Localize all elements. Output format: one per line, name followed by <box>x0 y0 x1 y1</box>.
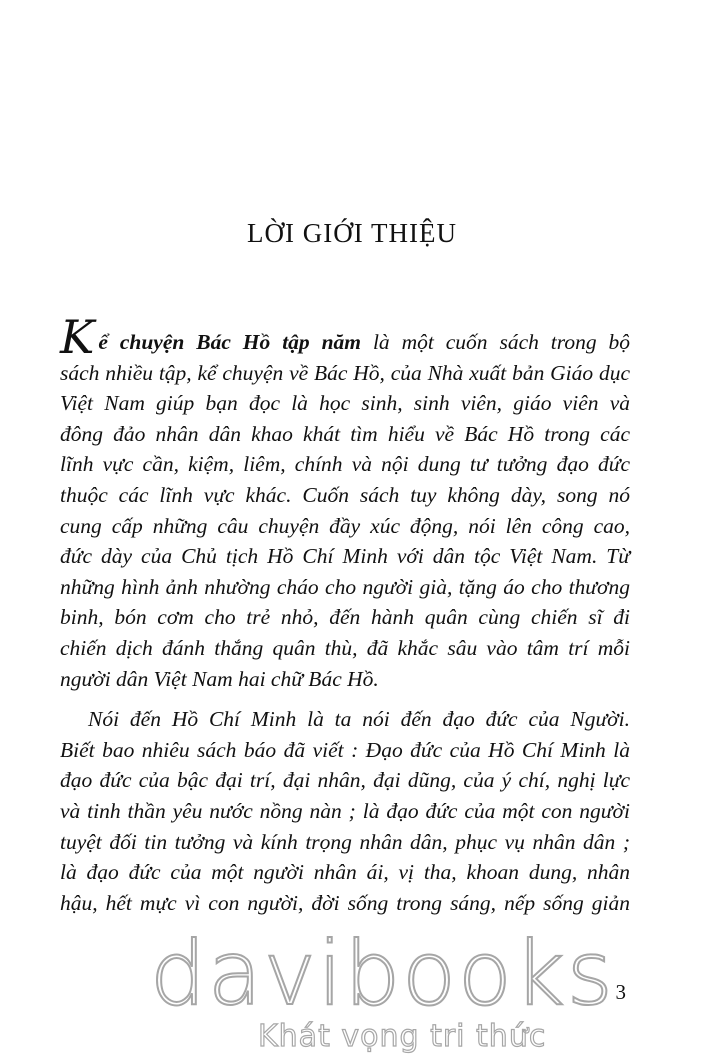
paragraph-line: Việt Nam giúp bạn đọc là học sinh, sinh viên, giáo viên và <box>60 391 630 416</box>
body-text <box>60 310 631 918</box>
paragraph-line: Nói đến Hồ Chí Minh là ta nói đến đạo đức của Người. <box>88 707 630 732</box>
paragraph-line: chiến dịch đánh thắng quân thù, đã khắc sâu vào tâm trí mỗi <box>60 635 630 660</box>
paragraph-line: sách nhiều tập, kể chuyện về Bác Hồ, của Nhà xuất bản Giáo dục <box>60 360 630 385</box>
paragraph-line-text: là một cuốn sách trong bộ <box>361 330 631 354</box>
paragraph-line: đức dày của Chủ tịch Hồ Chí Minh với dân tộc Việt Nam. Từ <box>60 544 630 569</box>
paragraph-2 <box>60 704 630 918</box>
paragraph-line: lĩnh vực cần, kiệm, liêm, chính và nội dung tư tưởng đạo đức <box>60 452 630 477</box>
paragraph-1 <box>60 310 631 694</box>
drop-cap: K <box>60 310 93 364</box>
paragraph-line: tuyệt đối tin tưởng và kính trọng nhân dân, phục vụ nhân dân ; <box>60 829 630 854</box>
paragraph-line: là đạo đức của một người nhân ái, vị tha, khoan dung, nhân <box>60 860 630 885</box>
paragraph-line: và tinh thần yêu nước nồng nàn ; là đạo đức của một con người <box>60 798 630 823</box>
watermark-tagline: Khát vọng tri thức <box>258 1019 547 1054</box>
paragraph-line: đạo đức của bậc đại trí, đại nhân, đại dũng, của ý chí, nghị lực <box>60 768 630 793</box>
paragraph-line: hậu, hết mực vì con người, đời sống trong sáng, nếp sống giản <box>60 890 630 915</box>
paragraph-line: những hình ảnh nhường cháo cho người già, tặng áo cho thương <box>60 574 630 599</box>
paragraph-line: thuộc các lĩnh vực khác. Cuốn sách tuy không dày, song nó <box>60 482 630 507</box>
paragraph-line: cung cấp những câu chuyện đầy xúc động, nói lên công cao, <box>60 513 630 538</box>
page-title: LỜI GIỚI THIỆU <box>247 218 457 248</box>
book-title: ể chuyện Bác Hồ tập năm <box>98 330 362 354</box>
watermark-brand: davibooks <box>150 922 615 1025</box>
page-number: 3 <box>615 980 626 1004</box>
paragraph-line <box>60 310 631 364</box>
paragraph-line: Biết bao nhiêu sách báo đã viết : Đạo đức của Hồ Chí Minh là <box>60 737 630 762</box>
paragraph-line: binh, bón cơm cho trẻ nhỏ, đến hành quân cùng chiến sĩ đi <box>60 605 630 630</box>
paragraph-line: đông đảo nhân dân khao khát tìm hiểu về Bác Hồ trong các <box>60 421 630 446</box>
paragraph-line: người dân Việt Nam hai chữ Bác Hồ. <box>60 666 379 691</box>
